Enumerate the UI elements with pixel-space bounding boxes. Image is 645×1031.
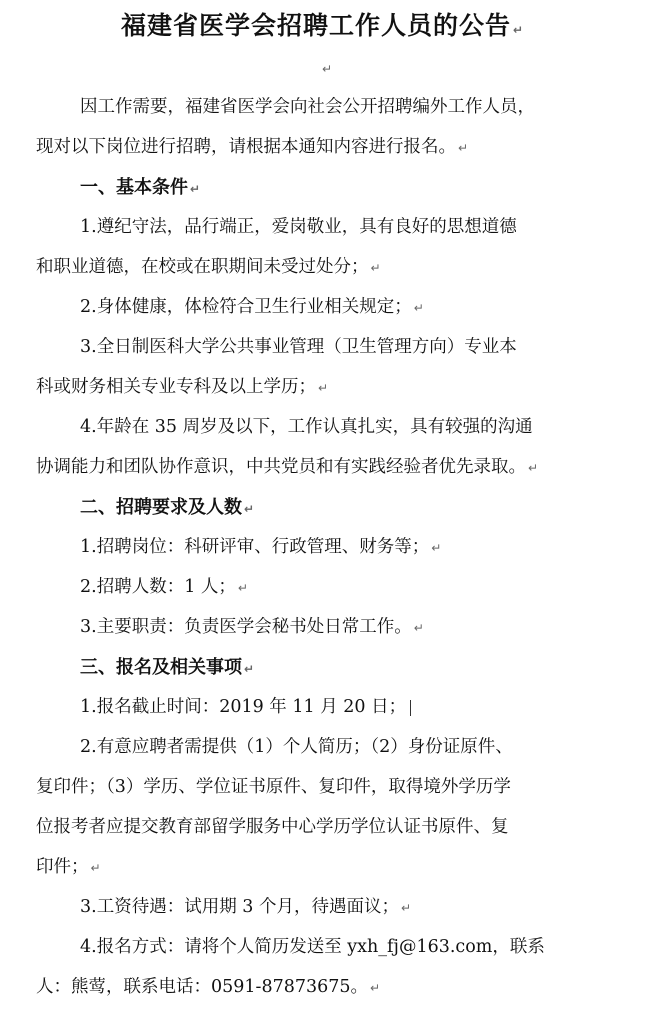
paragraph-mark-icon: ↵ [190,182,201,196]
list-item-text: 和职业道德，在校或在职期间未受过处分； [36,257,369,277]
intro-line-1 [80,93,535,118]
list-item [80,613,424,638]
list-item [80,333,517,358]
list-item-text: 3.工资待遇：试用期 3 个月，待遇面议； [80,897,399,917]
list-item-text: 3.全日制医科大学公共事业管理（卫生管理方向）专业本 [80,337,517,357]
intro-line-2 [36,133,468,158]
paragraph-mark-icon: ↵ [322,62,333,76]
document-title [0,6,645,42]
list-item-text: 1.遵纪守法，品行端正，爱岗敬业，具有良好的思想道德 [80,217,517,237]
list-item-text: 位报考者应提交教育部留学服务中心学历学位认证书原件、复 [36,817,509,837]
paragraph-mark-icon: ↵ [244,662,255,676]
list-item-text: 复印件；（3）学历、学位证书原件、复印件，取得境外学历学 [36,777,511,797]
paragraph-mark-icon: ↵ [413,301,424,315]
section-heading-text: 一、基本条件 [80,177,188,198]
paragraph-mark-icon: ↵ [413,621,424,635]
list-item [80,533,441,558]
intro-text: 因工作需要，福建省医学会向社会公开招聘编外工作人员， [80,97,535,117]
text-cursor [410,700,411,716]
list-item-text: 1.招聘岗位：科研评审、行政管理、财务等； [80,537,430,557]
title-text: 福建省医学会招聘工作人员的公告 [120,11,511,40]
list-item [80,573,248,598]
list-item-continuation [36,373,328,398]
list-item-continuation [36,973,380,998]
list-item-text: 4.年龄在 35 周岁及以下，工作认真扎实，具有较强的沟通 [80,417,533,437]
list-item [80,213,517,238]
list-item-continuation [36,853,101,878]
paragraph-mark-icon: ↵ [370,261,381,275]
list-item [80,933,545,958]
list-item-text: 1.报名截止时间：2019 年 11 月 20 日； [80,697,407,717]
section-heading [80,653,254,679]
paragraph-mark-icon: ↵ [400,901,412,915]
list-item-continuation [36,773,511,798]
list-item [80,733,513,758]
paragraph-mark-icon: ↵ [318,381,329,395]
list-item-text: 科或财务相关专业专科及以上学历； [36,377,316,397]
intro-text: 现对以下岗位进行招聘，请根据本通知内容进行报名。 [36,137,456,157]
list-item-text: 2.招聘人数：1 人； [80,577,236,597]
paragraph-mark-icon: ↵ [90,861,101,875]
list-item-continuation [36,253,381,278]
paragraph-mark-icon: ↵ [431,541,442,555]
paragraph-mark-icon: ↵ [458,141,469,155]
paragraph-mark-icon: ↵ [370,981,381,995]
section-heading [80,173,200,199]
section-heading-text: 二、招聘要求及人数 [80,497,242,518]
paragraph-mark-icon: ↵ [528,461,539,475]
section-heading-text: 三、报名及相关事项 [80,657,242,678]
list-item-continuation [36,813,509,838]
list-item [80,413,533,438]
paragraph-mark-icon: ↵ [237,581,248,595]
list-item [80,293,424,318]
list-item-text: 3.主要职责：负责医学会秘书处日常工作。 [80,617,412,637]
list-item-text: 2.有意应聘者需提供（1）个人简历；（2）身份证原件、 [80,737,513,757]
section-heading [80,493,254,519]
list-item [80,693,411,718]
list-item-text: 协调能力和团队协作意识，中共党员和有实践经验者优先录取。 [36,457,526,477]
list-item [80,893,411,918]
list-item-text: 2.身体健康，体检符合卫生行业相关规定； [80,297,412,317]
list-item-continuation [36,453,538,478]
list-item-text: 人：熊莺，联系电话：0591-87873675。 [36,977,369,997]
paragraph-mark-icon: ↵ [244,502,255,516]
paragraph-mark-icon: ↵ [512,23,525,37]
list-item-text: 4.报名方式：请将个人简历发送至 yxh_fj@163.com，联系 [80,937,545,957]
list-item-text: 印件； [36,857,89,877]
